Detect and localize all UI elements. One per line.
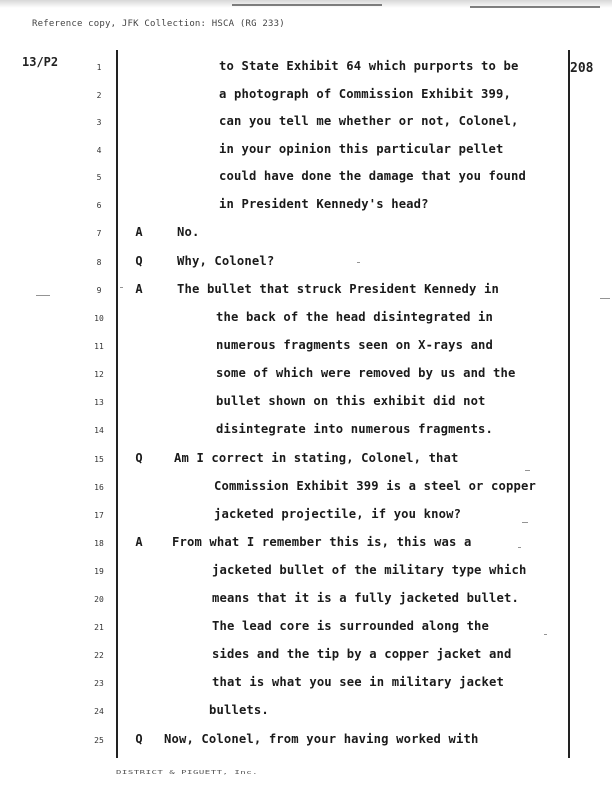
transcript-line bbox=[0, 365, 560, 389]
line-text: means that it is a fully jacketed bullet. bbox=[212, 591, 519, 605]
line-number: 16 bbox=[94, 483, 104, 492]
line-text: bullets. bbox=[209, 703, 269, 717]
line-number: 20 bbox=[94, 595, 104, 604]
transcript-line bbox=[0, 478, 560, 502]
line-text: the back of the head disintegrated in bbox=[216, 310, 494, 324]
transcript-line bbox=[0, 281, 560, 305]
line-number: 19 bbox=[94, 567, 104, 576]
line-number: 3 bbox=[96, 118, 102, 127]
transcript-line bbox=[0, 450, 560, 474]
transcript-line bbox=[0, 562, 560, 586]
speaker-label: A bbox=[135, 535, 143, 549]
transcript-line bbox=[0, 309, 560, 333]
line-number: 5 bbox=[96, 173, 102, 182]
scan-mark bbox=[470, 6, 600, 8]
scan-speck bbox=[357, 262, 360, 263]
transcript-line bbox=[0, 534, 560, 558]
line-text: bullet shown on this exhibit did not bbox=[216, 394, 486, 408]
transcript-line bbox=[0, 86, 560, 110]
line-text: Why, Colonel? bbox=[177, 254, 275, 268]
line-number: 21 bbox=[94, 623, 104, 632]
speaker-label: Q bbox=[135, 451, 143, 465]
line-text: The lead core is surrounded along the bbox=[212, 619, 490, 633]
scan-speck bbox=[518, 547, 521, 548]
line-text: could have done the damage that you found bbox=[219, 169, 526, 183]
speaker-label: A bbox=[135, 282, 143, 296]
line-number: 25 bbox=[94, 736, 104, 745]
scan-speck bbox=[544, 634, 547, 635]
reference-header: Reference copy, JFK Collection: HSCA (RG 233) bbox=[32, 19, 285, 29]
footer-imprint: DISTRICT & PIGUETT, Inc. bbox=[116, 770, 259, 776]
line-text: Now, Colonel, from your having worked with bbox=[164, 732, 479, 746]
line-number: 10 bbox=[94, 314, 104, 323]
line-text: Am I correct in stating, Colonel, that bbox=[174, 451, 459, 465]
line-text: to State Exhibit 64 which purports to be bbox=[219, 59, 519, 73]
speaker-label: Q bbox=[135, 732, 143, 746]
transcript-line bbox=[0, 337, 560, 361]
scan-speck bbox=[120, 287, 123, 288]
line-number: 18 bbox=[94, 539, 104, 548]
line-text: jacketed bullet of the military type which bbox=[212, 563, 527, 577]
line-text: From what I remember this is, this was a bbox=[172, 535, 472, 549]
line-number: 4 bbox=[96, 146, 102, 155]
line-text: that is what you see in military jacket bbox=[212, 675, 505, 689]
line-text: jacketed projectile, if you know? bbox=[214, 507, 462, 521]
line-text: Commission Exhibit 399 is a steel or copper bbox=[214, 479, 536, 493]
line-text: in President Kennedy's head? bbox=[219, 197, 429, 211]
line-number: 7 bbox=[96, 229, 102, 238]
transcript-line bbox=[0, 702, 560, 726]
transcript-line bbox=[0, 58, 560, 82]
transcript-line bbox=[0, 224, 560, 248]
scan-speck bbox=[522, 522, 528, 523]
transcript-line bbox=[0, 731, 560, 755]
transcript-line bbox=[0, 393, 560, 417]
line-number: 14 bbox=[94, 426, 104, 435]
speaker-label: A bbox=[135, 225, 143, 239]
line-number: 17 bbox=[94, 511, 104, 520]
line-number: 1 bbox=[96, 63, 102, 72]
transcript-line bbox=[0, 253, 560, 277]
scan-speck bbox=[36, 295, 50, 296]
line-number: 12 bbox=[94, 370, 104, 379]
transcript-line bbox=[0, 674, 560, 698]
line-text: disintegrate into numerous fragments. bbox=[216, 422, 494, 436]
line-text: a photograph of Commission Exhibit 399, bbox=[219, 87, 512, 101]
scan-mark bbox=[232, 4, 382, 6]
line-number: 13 bbox=[94, 398, 104, 407]
line-number: 2 bbox=[96, 91, 102, 100]
line-number: 24 bbox=[94, 707, 104, 716]
line-number: 11 bbox=[94, 342, 104, 351]
line-number: 23 bbox=[94, 679, 104, 688]
transcript-line bbox=[0, 618, 560, 642]
line-text: some of which were removed by us and the bbox=[216, 366, 516, 380]
line-number: 8 bbox=[96, 258, 102, 267]
line-text: The bullet that struck President Kennedy in bbox=[177, 282, 499, 296]
transcript-line bbox=[0, 196, 560, 220]
line-text: numerous fragments seen on X-rays and bbox=[216, 338, 494, 352]
transcript-line bbox=[0, 646, 560, 670]
page-id: 13/P2 bbox=[22, 55, 59, 69]
transcript-line bbox=[0, 141, 560, 165]
speaker-label: Q bbox=[135, 254, 143, 268]
line-text: sides and the tip by a copper jacket and bbox=[212, 647, 512, 661]
line-number: 15 bbox=[94, 455, 104, 464]
transcript-line bbox=[0, 168, 560, 192]
line-text: in your opinion this particular pellet bbox=[219, 142, 504, 156]
transcript-line bbox=[0, 590, 560, 614]
line-number: 6 bbox=[96, 201, 102, 210]
line-number: 9 bbox=[96, 286, 102, 295]
transcript-line bbox=[0, 421, 560, 445]
line-number: 22 bbox=[94, 651, 104, 660]
scan-speck bbox=[600, 298, 610, 299]
transcript-line bbox=[0, 506, 560, 530]
transcript-line bbox=[0, 113, 560, 137]
scan-speck bbox=[525, 470, 530, 471]
line-text: No. bbox=[177, 225, 200, 239]
line-text: can you tell me whether or not, Colonel, bbox=[219, 114, 519, 128]
page-number: 208 bbox=[570, 61, 594, 76]
